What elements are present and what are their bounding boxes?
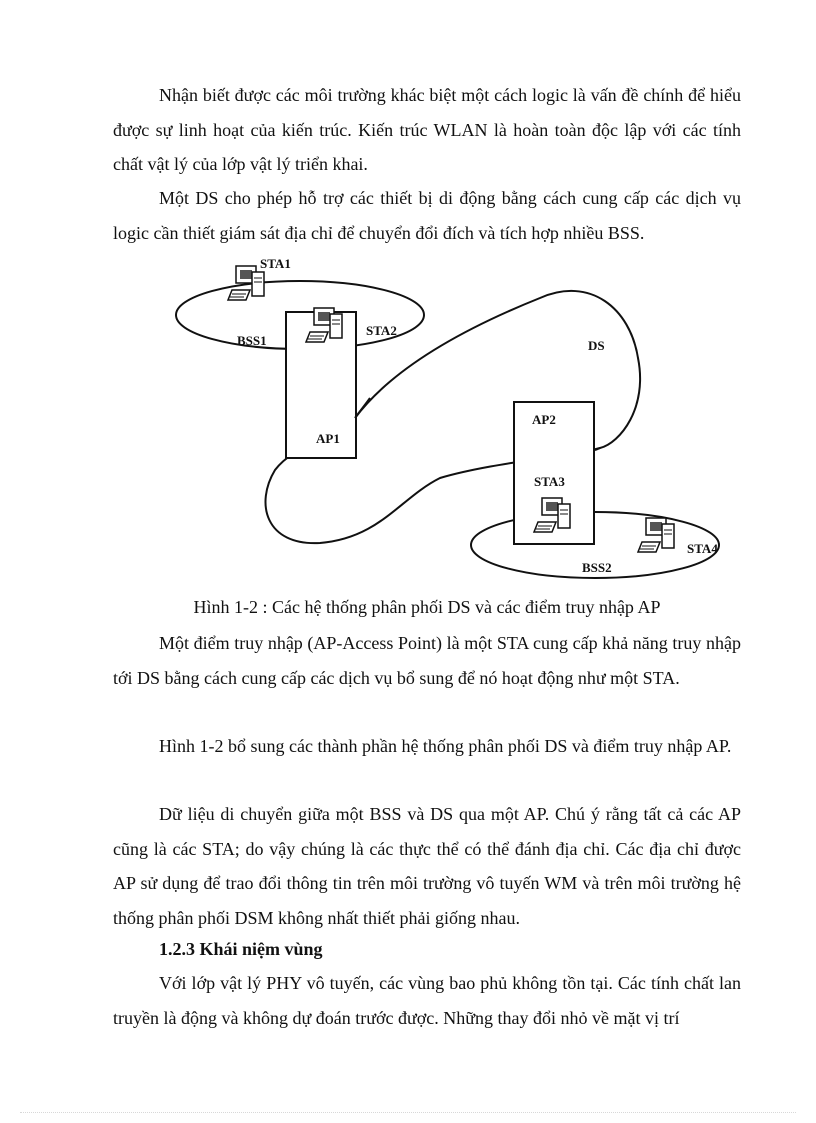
section-heading: 1.2.3 Khái niệm vùng: [159, 939, 323, 959]
label-sta2: STA2: [366, 323, 397, 338]
paragraph-access-point: Một điểm truy nhập (AP-Access Point) là một STA cung cấp khả năng truy nhập tới DS bằng cách cung cấp các dịch vụ bổ sung để nó hoạt động như một STA.: [113, 633, 741, 688]
page-bottom-divider: [20, 1112, 796, 1113]
paragraph-coverage: Với lớp vật lý PHY vô tuyến, các vùng bao phủ không tồn tại. Các tính chất lan truyền là động và không dự đoán trước được. Những thay đổi nhỏ về mặt vị trí: [113, 973, 741, 1028]
label-bss1: BSS1: [237, 333, 267, 348]
figure-caption: Hình 1-2 : Các hệ thống phân phối DS và các điểm truy nhập AP: [193, 597, 661, 617]
sta4-computer-icon: [638, 518, 674, 552]
label-ap2: AP2: [532, 412, 556, 427]
sta1-computer-icon: [228, 266, 264, 300]
paragraph-intro: Nhận biết được các môi trường khác biệt một cách logic là vấn đề chính để hiểu được sự linh hoạt của kiến trúc. Kiến trúc WLAN là hoàn toàn độc lập với các tính chất vật lý của lớp vật lý triển khai.: [113, 85, 741, 174]
paragraph-ds-description: Một DS cho phép hỗ trợ các thiết bị di động bằng cách cung cấp các dịch vụ logic cần thiết giám sát địa chỉ để chuyển đổi đích và tích hợp nhiều BSS.: [113, 188, 741, 243]
label-ds: DS: [588, 338, 605, 353]
figure-ds-ap-diagram: [160, 248, 740, 588]
label-sta1: STA1: [260, 256, 291, 271]
label-sta4: STA4: [687, 541, 718, 556]
label-bss2: BSS2: [582, 560, 612, 575]
paragraph-data-movement: Dữ liệu di chuyển giữa một BSS và DS qua một AP. Chú ý rằng tất cả các AP cũng là các STA; do vậy chúng là các thực thể có thể đánh địa chỉ. Các địa chỉ được AP sử dụng để trao đổi thông tin trên môi trường vô tuyến WM và trên môi trường hệ thống phân phối DSM không nhất thiết phải giống nhau.: [113, 804, 741, 928]
label-ap1: AP1: [316, 431, 340, 446]
paragraph-figure-reference: Hình 1-2 bổ sung các thành phần hệ thống phân phối DS và điểm truy nhập AP.: [159, 736, 732, 756]
label-sta3: STA3: [534, 474, 565, 489]
